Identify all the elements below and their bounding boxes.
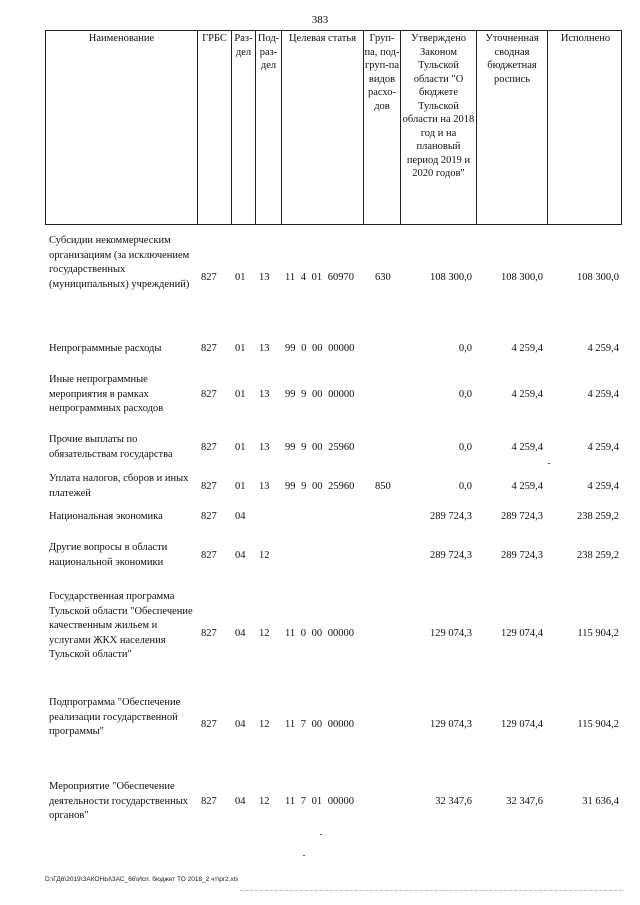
row-refined: 32 347,6 <box>506 796 543 807</box>
file-path-footer: D:\ГД6\2019\ЗАКОНЫ\ЗАС_66\Исп. бюджет ТО 2018_2 чт\pr2.xls <box>45 876 239 883</box>
row-approved: 0,0 <box>458 343 472 354</box>
row-refined: 129 074,4 <box>501 719 543 730</box>
row-razdel: 04 <box>235 511 246 522</box>
row-razdel: 04 <box>235 628 246 639</box>
table-header <box>45 30 622 225</box>
scan-speck <box>320 834 322 835</box>
row-name: Подпрограмма "Обеспечение реализации государственной программы" <box>49 697 181 737</box>
row-grbs: 827 <box>201 389 217 400</box>
row-podrazdel: 13 <box>259 343 270 354</box>
row-executed: 108 300,0 <box>577 272 619 283</box>
row-razdel: 01 <box>235 389 246 400</box>
row-target: 99 9 00 00000 <box>285 389 355 400</box>
header-executed: Исполнено <box>560 33 611 44</box>
row-grbs: 827 <box>201 796 217 807</box>
row-executed: 4 259,4 <box>587 442 619 453</box>
row-target: 11 7 00 00000 <box>285 719 354 730</box>
row-group: 630 <box>375 272 391 283</box>
row-refined: 289 724,3 <box>501 550 543 561</box>
row-executed: 31 636,4 <box>582 796 619 807</box>
row-approved: 129 074,3 <box>430 719 472 730</box>
row-razdel: 01 <box>235 272 246 283</box>
row-grbs: 827 <box>201 442 217 453</box>
row-executed: 115 904,2 <box>577 719 619 730</box>
row-grbs: 827 <box>201 481 217 492</box>
row-refined: 108 300,0 <box>501 272 543 283</box>
row-approved: 129 074,3 <box>430 628 472 639</box>
row-grbs: 827 <box>201 550 217 561</box>
row-name: Государственная программа Тульской области "Обеспечение качественным жильем и услугами ЖКХ населения Тульской области" <box>49 591 193 660</box>
page-bottom-rule <box>240 890 622 891</box>
row-razdel: 04 <box>235 719 246 730</box>
row-executed: 115 904,2 <box>577 628 619 639</box>
row-executed: 238 259,2 <box>577 550 619 561</box>
row-grbs: 827 <box>201 719 217 730</box>
row-refined: 4 259,4 <box>511 481 543 492</box>
row-podrazdel: 12 <box>259 719 270 730</box>
row-podrazdel: 13 <box>259 389 270 400</box>
row-executed: 4 259,4 <box>587 481 619 492</box>
row-approved: 289 724,3 <box>430 550 472 561</box>
row-name: Непрограммные расходы <box>49 343 162 354</box>
row-name: Субсидии некоммерческим организациям (за исключением государственных (муниципальных) учреждений) <box>49 235 190 290</box>
row-grbs: 827 <box>201 511 217 522</box>
row-razdel: 04 <box>235 796 246 807</box>
row-target: 11 0 00 00000 <box>285 628 354 639</box>
row-refined: 289 724,3 <box>501 511 543 522</box>
row-name: Уплата налогов, сборов и иных платежей <box>49 473 189 499</box>
row-name: Национальная экономика <box>49 511 163 522</box>
row-name: Другие вопросы в области национальной экономики <box>49 542 168 568</box>
row-refined: 4 259,4 <box>511 442 543 453</box>
row-podrazdel: 13 <box>259 272 270 283</box>
page-number: 383 <box>311 14 329 26</box>
row-target: 99 9 00 25960 <box>285 481 355 492</box>
row-podrazdel: 12 <box>259 796 270 807</box>
header-target: Целевая статья <box>282 31 364 224</box>
header-podrazdel: Под-раз-дел <box>256 31 282 224</box>
row-podrazdel: 12 <box>259 550 270 561</box>
row-approved: 32 347,6 <box>435 796 472 807</box>
row-razdel: 04 <box>235 550 246 561</box>
row-approved: 108 300,0 <box>430 272 472 283</box>
row-refined: 4 259,4 <box>511 343 543 354</box>
row-approved: 0,0 <box>458 389 472 400</box>
row-razdel: 01 <box>235 442 246 453</box>
row-target: 99 9 00 25960 <box>285 442 355 453</box>
row-executed: 4 259,4 <box>587 389 619 400</box>
row-executed: 238 259,2 <box>577 511 619 522</box>
row-target: 11 7 01 00000 <box>285 796 354 807</box>
row-refined: 129 074,4 <box>501 628 543 639</box>
header-name: Наименование <box>46 31 198 224</box>
row-name: Иные непрограммные мероприятия в рамках непрограммных расходов <box>49 374 164 414</box>
row-podrazdel: 13 <box>259 442 270 453</box>
scan-speck <box>303 855 305 856</box>
row-grbs: 827 <box>201 272 217 283</box>
header-group: Груп-па, под-груп-па видов расхо-дов <box>364 31 401 224</box>
row-grbs: 827 <box>201 628 217 639</box>
header-razdel: Раз-дел <box>232 31 256 224</box>
row-name: Прочие выплаты по обязательствам государства <box>49 434 173 460</box>
header-refined: Уточненная сводная бюджетная роспись <box>477 31 548 224</box>
row-approved: 0,0 <box>458 442 472 453</box>
row-grbs: 827 <box>201 343 217 354</box>
scan-speck <box>548 463 550 464</box>
row-executed: 4 259,4 <box>587 343 619 354</box>
row-target: 99 0 00 00000 <box>285 343 355 354</box>
row-refined: 4 259,4 <box>511 389 543 400</box>
row-podrazdel: 13 <box>259 481 270 492</box>
row-razdel: 01 <box>235 343 246 354</box>
row-razdel: 01 <box>235 481 246 492</box>
row-target: 11 4 01 60970 <box>285 272 354 283</box>
row-name: Мероприятие "Обеспечение деятельности государственных органов" <box>49 781 189 821</box>
row-approved: 0,0 <box>458 481 472 492</box>
row-group: 850 <box>375 481 391 492</box>
row-podrazdel: 12 <box>259 628 270 639</box>
row-approved: 289 724,3 <box>430 511 472 522</box>
header-approved: Утверждено Законом Тульской области "О бюджете Тульской области на 2018 год и на плановый период 2019 и 2020 годов" <box>401 31 477 224</box>
header-grbs: ГРБС <box>198 31 232 224</box>
